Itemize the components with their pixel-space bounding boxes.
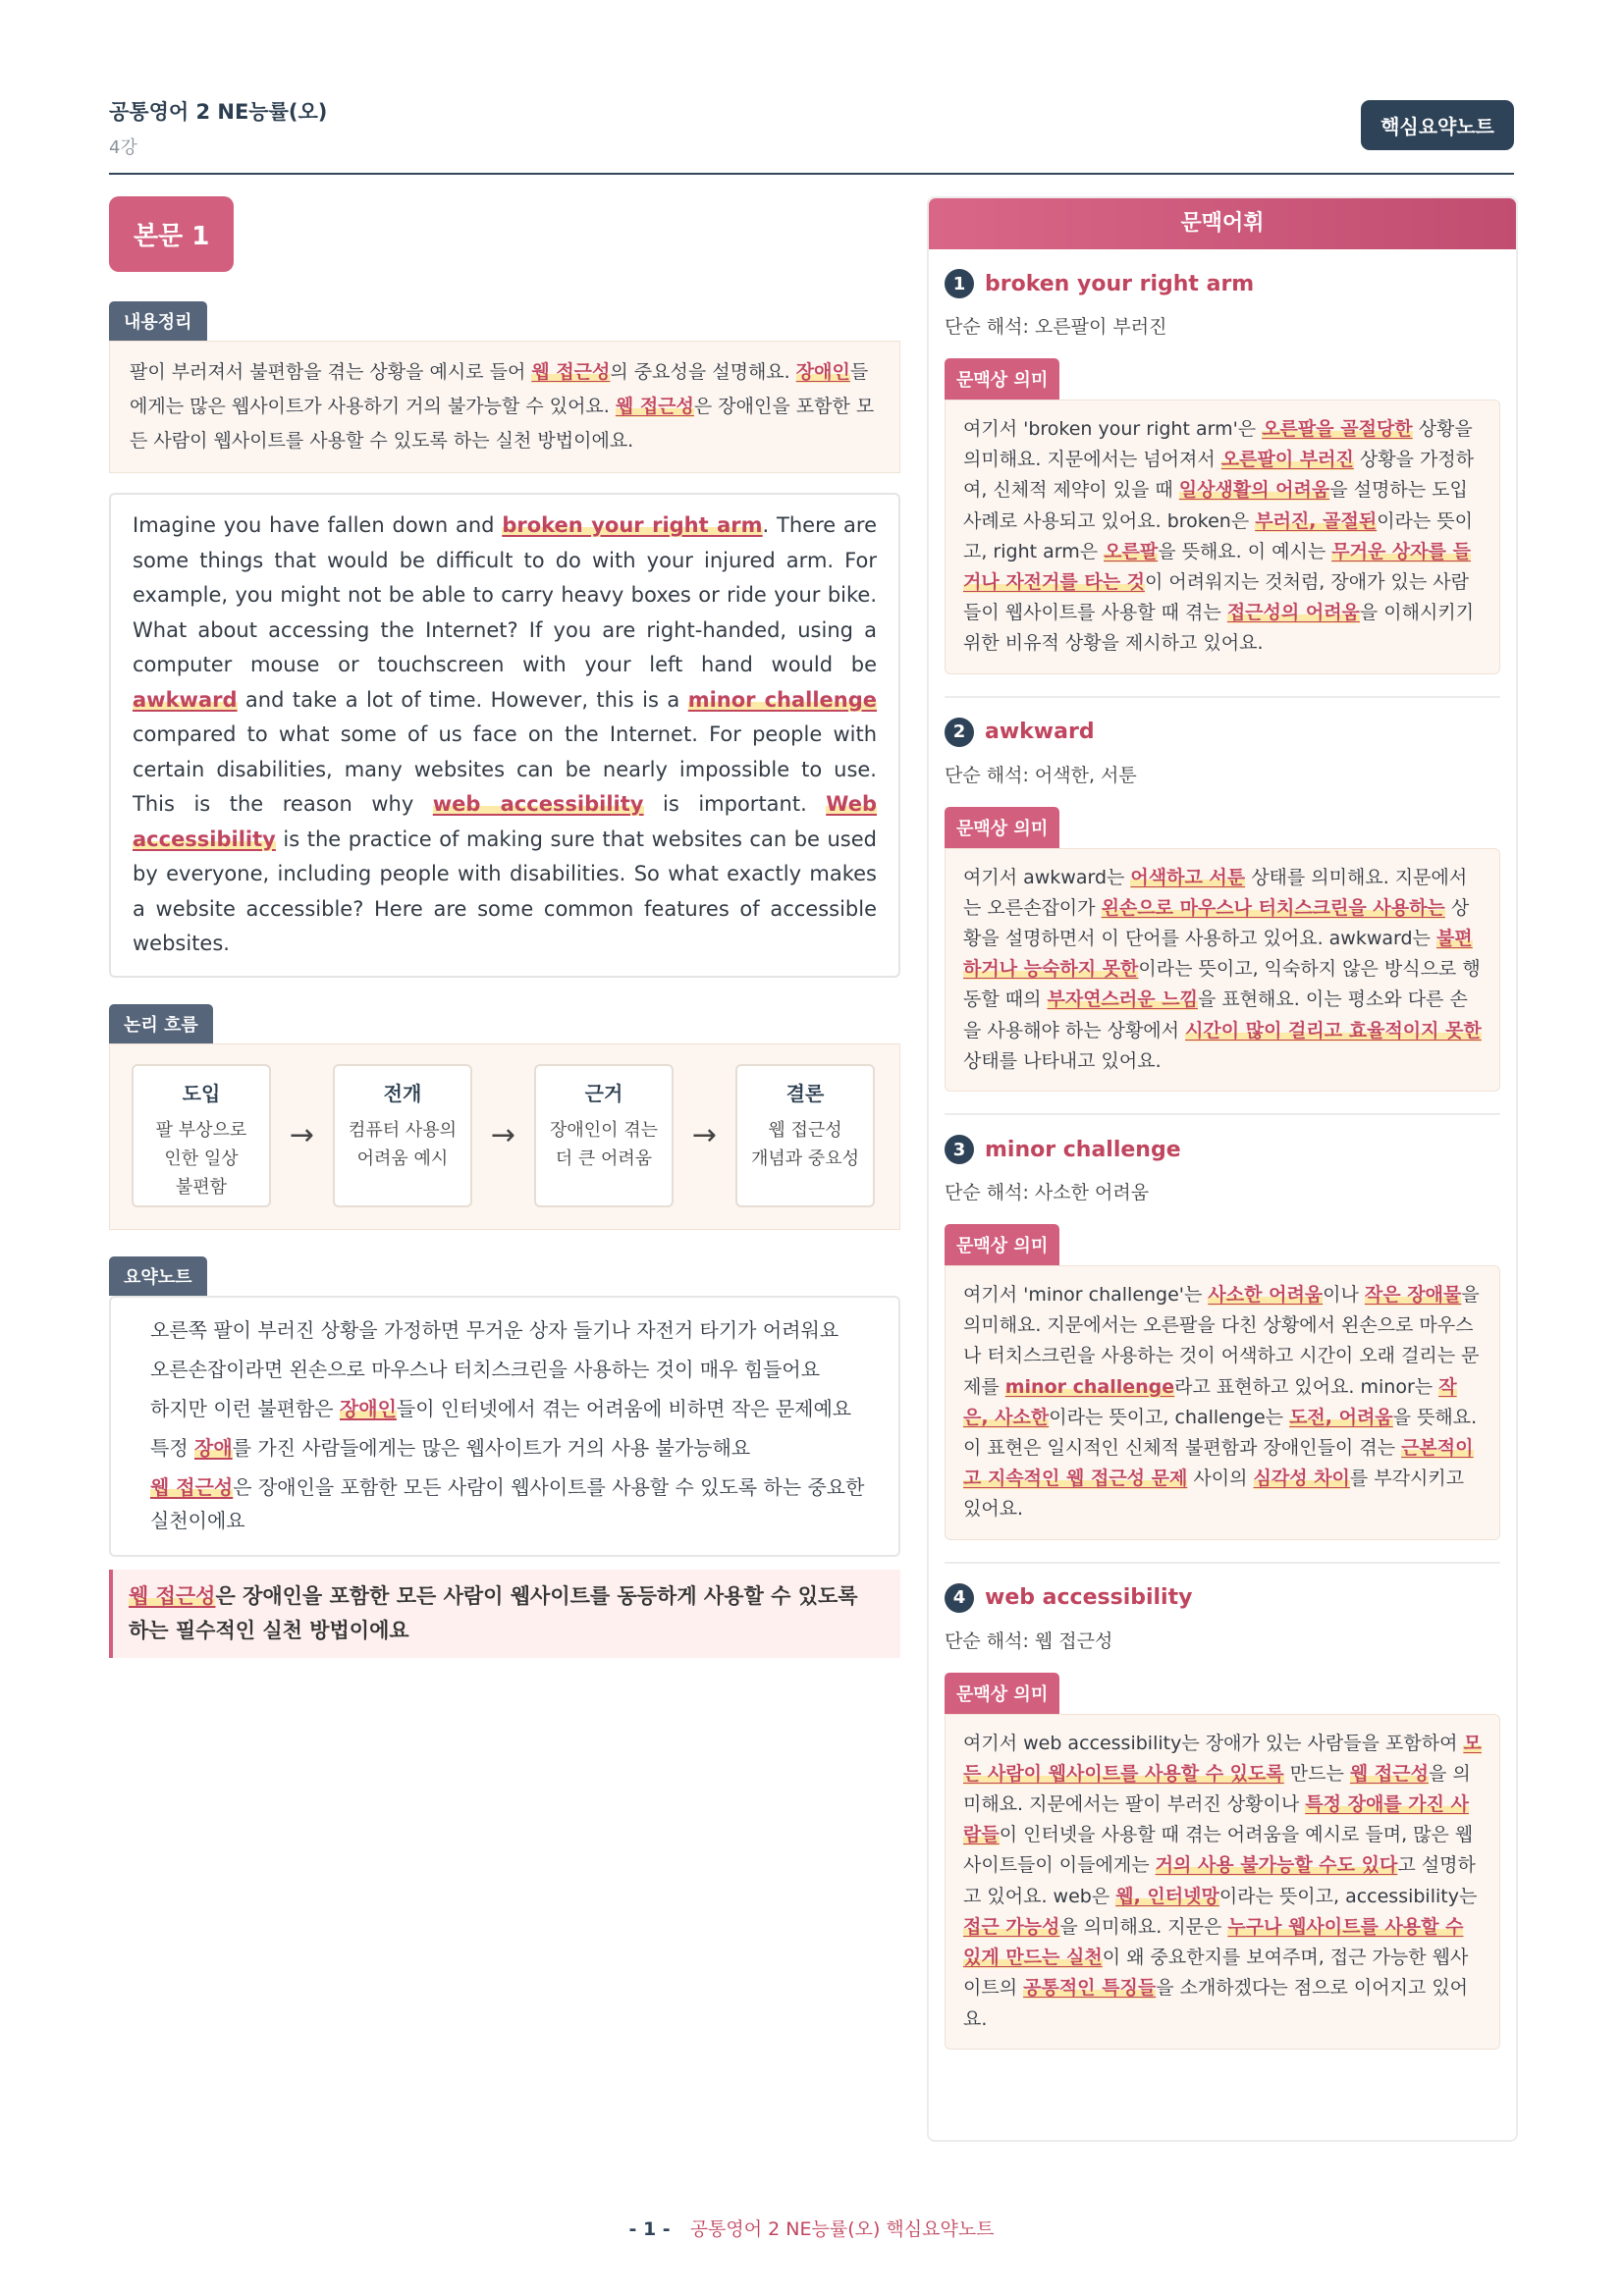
key-term-highlight: 작은, 사소한 [963, 1375, 1457, 1428]
note-text: 웹 접근성은 장애인을 포함한 모든 사람이 웹사이트를 사용할 수 있도록 하는 중요한 실천이에요 [150, 1474, 865, 1532]
flow-step-title: 도입 [182, 1081, 221, 1105]
vocab-entry [929, 269, 1516, 698]
key-term-highlight: Web accessibility [133, 792, 877, 851]
gloss-prefix: 단순 해석: [945, 316, 1035, 338]
key-term-highlight: 어색하고 서툰 [1130, 866, 1246, 888]
key-term-highlight: 오른팔 [1104, 540, 1159, 562]
section-tab: 본문 1 [109, 196, 234, 272]
gloss-prefix: 단순 해석: [945, 764, 1035, 786]
key-term-highlight: 장애인 [795, 361, 850, 383]
vocab-term [945, 1583, 1500, 1613]
key-term-highlight: awkward [133, 687, 238, 712]
header-divider [109, 173, 1514, 175]
arrow-right-icon: → [691, 1118, 718, 1152]
note-item [129, 1431, 879, 1465]
vocab-gloss [945, 1627, 1500, 1653]
check-v-icon [129, 1353, 146, 1386]
flow-step-title: 결론 [785, 1081, 825, 1105]
flow-step-desc [134, 1116, 269, 1201]
vocab-entry [929, 1135, 1516, 1564]
summary-notes [109, 1296, 900, 1557]
key-term-highlight: broken your right arm [502, 513, 763, 537]
vocab-term [945, 269, 1500, 298]
main-column [109, 196, 900, 1658]
key-term-highlight: 부자연스러운 느낌 [1047, 988, 1198, 1011]
key-term-highlight: 웹, 인터넷망 [1115, 1885, 1219, 1907]
key-term-highlight: 오른팔이 부러진 [1220, 449, 1354, 471]
flow-desc-line: 어려움 예시 [356, 1148, 449, 1169]
gloss-prefix: 단순 해석: [945, 1182, 1035, 1204]
flow-desc-line: 인한 일상 [164, 1148, 239, 1169]
page-number: - 1 - [628, 2218, 671, 2240]
flow-step [333, 1064, 472, 1207]
key-term-highlight: 무거운 상자를 들거나 자전거를 타는 것 [963, 540, 1471, 594]
vocab-term-text: broken your right arm [985, 271, 1255, 296]
flow-step-desc [737, 1116, 873, 1173]
arrow-right-icon: → [289, 1118, 315, 1152]
arrow-right-icon: → [490, 1118, 516, 1152]
vocab-gloss [945, 1178, 1500, 1204]
passage-text: Imagine you have fallen down and broken your right arm. There are some things that would be difficult to do with your injured arm. For example, you might not be able to carry heavy boxes or ride your bike. What about accessing the Internet? If you are right-handed, using a computer mouse or touchscreen with your left hand would be awkward and take a lot of time. However, this is a minor challenge compared to what some of us face on the Internet. For people with certain disabilities, many websites can be nearly impossible to use. This is the reason why web accessibility is important. Web accessibility is the practice of making sure that websites can be used by everyone, including people with disabilities. So what exactly makes a website accessible? Here are some common features of accessible websites. [109, 493, 900, 978]
gloss-prefix: 단순 해석: [945, 1629, 1035, 1652]
number-badge: 3 [945, 1135, 974, 1164]
header-title: 공통영어 2 NE능률(오) [109, 100, 328, 124]
note-item [129, 1392, 879, 1425]
logic-flow [109, 1043, 900, 1230]
check-v-icon [129, 1431, 146, 1465]
header-subtitle: 4강 [109, 137, 137, 158]
number-badge: 1 [945, 269, 974, 298]
summary-box: 팔이 부러져서 불편함을 겪는 상황을 예시로 들어 웹 접근성의 중요성을 설명해요. 장애인들에게는 많은 웹사이트가 사용하기 거의 불가능할 수 있어요. 웹 접근성은 장애인을 포함한 모든 사람이 웹사이트를 사용할 수 있도록 하는 실천 방법이에요. [109, 341, 900, 473]
flow-label: 논리 흐름 [109, 1004, 213, 1043]
flow-desc-line: 더 큰 어려움 [555, 1148, 653, 1169]
vocab-term-text: minor challenge [985, 1137, 1181, 1162]
note-text: 특정 장애를 가진 사람들에게는 많은 웹사이트가 거의 사용 불가능해요 [150, 1435, 751, 1460]
key-term-highlight: 웹 접근성 [615, 396, 694, 417]
vocab-term-text: awkward [985, 720, 1095, 745]
flow-desc-line: 웹 접근성 [768, 1119, 842, 1141]
conclusion-callout: 웹 접근성은 장애인을 포함한 모든 사람이 웹사이트를 동등하게 사용할 수 있도록 하는 필수적인 실천 방법이에요 [109, 1570, 900, 1658]
key-term-highlight: 근본적이고 지속적인 웹 접근성 문제 [963, 1437, 1474, 1490]
vocab-term-text: web accessibility [985, 1585, 1193, 1611]
note-item [129, 1313, 879, 1347]
key-term-highlight: 접근성의 어려움 [1226, 602, 1360, 624]
key-term-highlight: 거의 사용 불가능할 수도 있다 [1155, 1854, 1398, 1877]
key-term-highlight: web accessibility [432, 792, 644, 816]
note-text: 하지만 이런 불편함은 장애인들이 인터넷에서 겪는 어려움에 비하면 작은 문제예요 [150, 1396, 852, 1420]
note-item [129, 1470, 879, 1537]
context-tag: 문맥상 의미 [945, 1224, 1059, 1265]
key-term-highlight: 웹 접근성 [129, 1583, 216, 1608]
check-v-icon [129, 1313, 146, 1347]
gloss-text: 어색한, 서툰 [1034, 764, 1137, 786]
gloss-text: 오른팔이 부러진 [1034, 316, 1167, 338]
key-term-highlight: 공통적인 특징들 [1023, 1977, 1157, 2000]
key-term-highlight: 불편하거나 능숙하지 못한 [963, 928, 1473, 981]
gloss-text: 웹 접근성 [1034, 1629, 1113, 1652]
vocab-term [945, 1135, 1500, 1164]
check-v-icon [129, 1392, 146, 1425]
context-tag: 문맥상 의미 [945, 358, 1059, 400]
check-v-icon [129, 1470, 146, 1537]
key-term-highlight: 일상생활의 어려움 [1178, 479, 1330, 502]
flow-step [132, 1064, 271, 1207]
vocab-panel [927, 196, 1518, 2142]
divider [945, 696, 1500, 698]
context-tag: 문맥상 의미 [945, 807, 1059, 848]
note-item [129, 1353, 879, 1386]
number-badge: 4 [945, 1583, 974, 1613]
vocab-gloss [945, 312, 1500, 339]
flow-step-desc [536, 1116, 672, 1173]
context-meaning: 여기서 'broken your right arm'은 오른팔을 골절당한 상황을 의미해요. 지문에서는 넘어져서 오른팔이 부러진 상황을 가정하여, 신체적 제약이 있을 때 일상생활의 어려움을 설명하는 도입 사례로 사용되고 있어요. broken은 부러진, 골절된이라는 뜻이고, right arm은 오른팔을 뜻해요. 이 예시는 무거운 상자를 들거나 자전거를 타는 것이 어려워지는 것처럼, 장애가 있는 사람들이 웹사이트를 사용할 때 겪는 접근성의 어려움을 이해시키기 위한 비유적 상황을 제시하고 있어요. [945, 400, 1500, 674]
vocab-entry [929, 718, 1516, 1115]
key-term-highlight: 장애 [194, 1435, 233, 1460]
flow-desc-line: 장애인이 겪는 [549, 1119, 659, 1141]
key-term-highlight: 접근 가능성 [963, 1915, 1060, 1938]
notes-label: 요약노트 [109, 1256, 207, 1296]
key-term-highlight: 부러진, 골절된 [1255, 509, 1378, 532]
flow-step-desc [335, 1116, 470, 1173]
flow-step-title: 근거 [584, 1081, 623, 1105]
context-meaning: 여기서 'minor challenge'는 사소한 어려움이나 작은 장애물을 의미해요. 지문에서는 오른팔을 다친 상황에서 왼손으로 마우스나 터치스크린을 사용하는 것이 어색하고 시간이 오래 걸리는 문제를 minor challenge라고 표현하고 있어요. minor는 작은, 사소한이라는 뜻이고, challenge는 도전, 어려움을 뜻해요. 이 표현은 일시적인 신체적 불편함과 장애인들이 겪는 근본적이고 지속적인 웹 접근성 문제 사이의 심각성 차이를 부각시키고 있어요. [945, 1265, 1500, 1540]
context-tag: 문맥상 의미 [945, 1673, 1059, 1714]
key-term-highlight: 오른팔을 골절당한 [1262, 418, 1413, 440]
key-term-highlight: 심각성 차이 [1253, 1468, 1350, 1490]
vocab-gloss [945, 761, 1500, 787]
divider [945, 1113, 1500, 1115]
key-term-highlight: 모든 사람이 웹사이트를 사용할 수 있도록 [963, 1732, 1482, 1785]
flow-step [534, 1064, 674, 1207]
note-text: 오른손잡이라면 왼손으로 마우스나 터치스크린을 사용하는 것이 매우 힘들어요 [150, 1357, 821, 1381]
flow-desc-line: 개념과 중요성 [750, 1148, 860, 1169]
flow-step-title: 전개 [383, 1081, 422, 1105]
vocab-term [945, 718, 1500, 747]
key-term-highlight: 왼손으로 마우스나 터치스크린을 사용하는 [1101, 896, 1445, 919]
key-term-highlight: 웹 접근성 [531, 361, 611, 383]
key-term-highlight: 시간이 많이 걸리고 효율적이지 못한 [1185, 1019, 1482, 1041]
note-text: 오른쪽 팔이 부러진 상황을 가정하면 무거운 상자 들기나 자전거 타기가 어려워요 [150, 1317, 839, 1342]
key-term-highlight: 누구나 웹사이트를 사용할 수 있게 만드는 실천 [963, 1915, 1464, 1969]
header-badge: 핵심요약노트 [1361, 100, 1514, 150]
key-term-highlight: minor challenge [1004, 1375, 1175, 1398]
key-term-highlight: 웹 접근성 [1349, 1762, 1429, 1785]
vocab-entry [929, 1583, 1516, 2050]
flow-desc-line: 팔 부상으로 [155, 1119, 247, 1141]
key-term-highlight: 특정 장애를 가진 사람들 [963, 1793, 1469, 1846]
flow-desc-line: 불편함 [175, 1176, 228, 1198]
key-term-highlight: 장애인 [339, 1396, 397, 1420]
key-term-highlight: 사소한 어려움 [1208, 1284, 1324, 1307]
context-meaning: 여기서 awkward는 어색하고 서툰 상태를 의미해요. 지문에서는 오른손잡이가 왼손으로 마우스나 터치스크린을 사용하는 상황을 설명하면서 이 단어를 사용하고 있어요. awkward는 불편하거나 능숙하지 못한이라는 뜻이고, 익숙하지 않은 방식으로 행동할 때의 부자연스러운 느낌을 표현해요. 이는 평소와 다른 손을 사용해야 하는 상황에서 시간이 많이 걸리고 효율적이지 못한 상태를 나타내고 있어요. [945, 848, 1500, 1092]
gloss-text: 사소한 어려움 [1034, 1182, 1150, 1204]
summary-label: 내용정리 [109, 301, 207, 341]
flow-step [735, 1064, 875, 1207]
key-term-highlight: 도전, 어려움 [1289, 1406, 1393, 1428]
key-term-highlight: 작은 장애물 [1364, 1284, 1462, 1307]
context-meaning: 여기서 web accessibility는 장애가 있는 사람들을 포함하여 모든 사람이 웹사이트를 사용할 수 있도록 만드는 웹 접근성을 의미해요. 지문에서는 팔이 부러진 상황이나 특정 장애를 가진 사람들이 인터넷을 사용할 때 겪는 어려움을 예시로 들며, 많은 웹사이트들이 이들에게는 거의 사용 불가능할 수도 있다고 설명하고 있어요. web은 웹, 인터넷망이라는 뜻이고, accessibility는 접근 가능성을 의미해요. 지문은 누구나 웹사이트를 사용할 수 있게 만드는 실천이 왜 중요한지를 보여주며, 접근 가능한 웹사이트의 공통적인 특징들을 소개하겠다는 점으로 이어지고 있어요. [945, 1714, 1500, 2050]
number-badge: 2 [945, 718, 974, 747]
footer-title: 공통영어 2 NE능률(오) 핵심요약노트 [689, 2218, 995, 2240]
divider [945, 1562, 1500, 1564]
flow-desc-line: 컴퓨터 사용의 [348, 1119, 458, 1141]
vocab-panel-title: 문맥어휘 [929, 198, 1516, 249]
key-term-highlight: 웹 접근성 [150, 1474, 234, 1499]
page-footer [0, 2215, 1623, 2241]
key-term-highlight: minor challenge [687, 687, 878, 712]
